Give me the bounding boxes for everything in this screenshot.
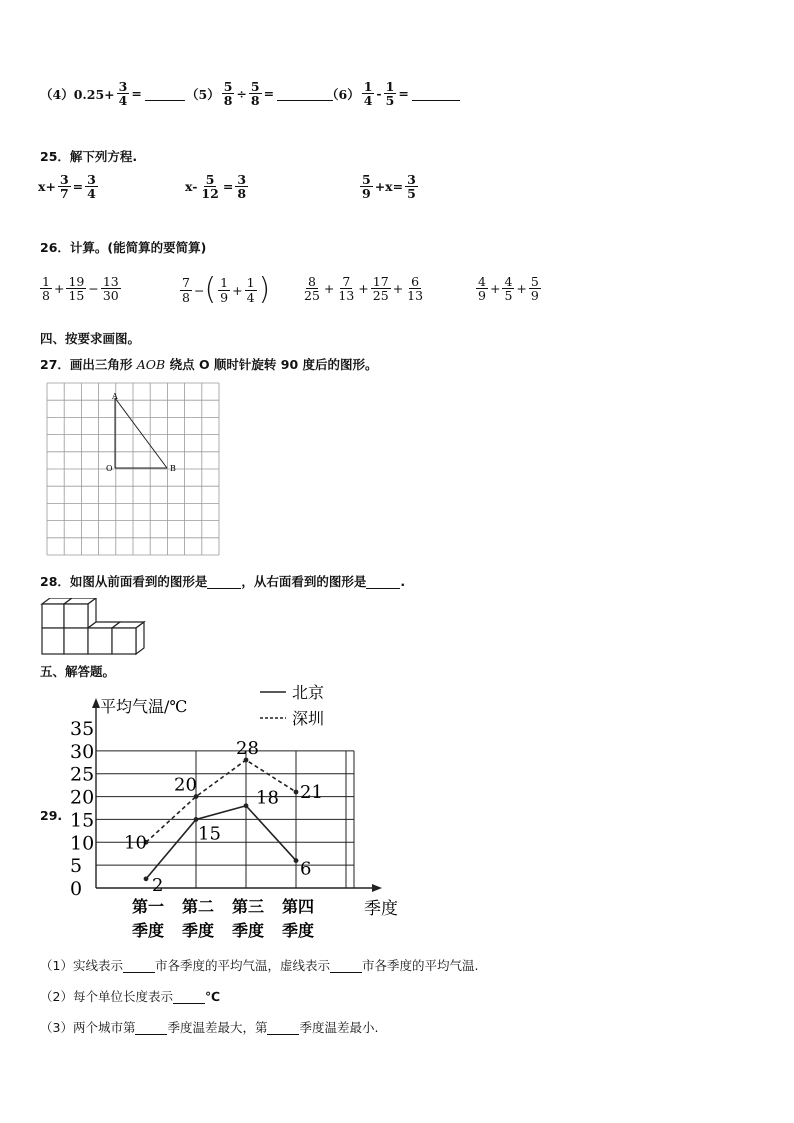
q26-expr3 [300,275,427,302]
fraction: $\frac{5}{9}$ [530,274,539,304]
sub2-text-end: ℃ [204,988,221,1004]
q27-title [40,355,378,373]
fraction: $\frac{3}{4}$ [118,79,128,109]
q29-sub1 [40,956,478,974]
q28-cube-figure [38,598,148,658]
grid-lines [47,383,219,555]
sub1-text-mid: 市各季度的平均气温，虚线表示 [154,958,330,973]
sub3-text-end: 季度温差最小. [299,1020,379,1035]
q26-expr4 [474,275,543,302]
x-axis-arrow [372,884,382,892]
fraction: $\frac{3}{4}$ [87,172,96,202]
y-tick-label: 5 [70,855,83,878]
fraction: $\frac{5}{8}$ [250,79,260,109]
left-paren: ( [204,272,217,307]
right-paren: ) [258,272,271,307]
operator: − [88,281,99,297]
equals: = [131,86,142,102]
data-point [244,803,249,808]
y-tick-label: 30 [70,740,95,763]
fraction: $\frac{6}{13}$ [407,274,424,304]
answer-blank-unit[interactable] [173,989,205,1004]
x-category-label-top: 第一 [132,897,165,916]
q27-triangle-name: AOB [136,357,166,372]
x-category-label-bottom: 季度 [232,921,265,940]
data-point [194,817,199,822]
q24-item5-label: （5） [186,86,220,102]
x-category-label-bottom: 季度 [182,921,215,940]
legend-shenzhen: 深圳 [292,709,325,728]
y-tick-labels [70,718,94,900]
q24-item6 [326,80,460,107]
data-label: 20 [174,774,197,796]
sub3-text-pre: （3）两个城市第 [40,1020,136,1035]
operator: + [358,281,369,297]
data-label: 10 [124,832,147,854]
fraction: $\frac{5}{8}$ [223,79,233,109]
equals: = [398,86,409,102]
q25-eq1 [38,173,100,200]
answer-blank-max[interactable] [135,1020,167,1035]
y-tick-label: 10 [70,832,95,855]
answer-blank-min[interactable] [267,1020,299,1035]
operator: + [392,281,404,297]
data-point [294,858,299,863]
fraction: $\frac{19}{15}$ [68,274,85,304]
q24-item6-label: （6） [326,86,360,102]
operator: − [193,282,205,298]
fraction: $\frac{1}{4}$ [246,275,255,305]
q24-item5 [186,80,333,107]
q25-title: 25．解下列方程. [40,149,138,164]
y-tick-label: 25 [70,763,95,786]
answer-blank[interactable] [412,86,460,101]
answer-blank-solid-city[interactable] [123,958,155,973]
fraction: $\frac{5}{12}$ [201,172,219,202]
segment-ab [115,398,167,468]
fraction: $\frac{1}{4}$ [363,79,373,109]
operator: + [232,282,243,298]
fraction: $\frac{3}{8}$ [237,172,247,202]
legend-beijing: 北京 [292,683,325,702]
q29-sub3 [40,1018,378,1036]
fraction: $\frac{17}{25}$ [372,274,389,304]
section-4-heading: 四、按要求画图。 [40,331,141,346]
q24-item4-label: （4）0.25+ [40,86,115,102]
point-o-label: O [106,464,113,473]
q28-text-mid: ，从右面看到的图形是 [241,574,367,589]
data-label: 18 [256,787,279,809]
y-axis-arrow [92,698,100,708]
q29-sub2 [40,987,220,1005]
equals: = [72,179,84,195]
data-point [144,876,149,881]
answer-blank-front[interactable] [207,574,241,589]
operator: + [323,281,335,297]
q26-expr1 [38,275,123,302]
fraction: $\frac{5}{9}$ [362,172,371,202]
sub3-text-mid: 季度温差最大，第 [167,1020,268,1035]
q25-eq3 [358,173,420,200]
y-tick-label: 20 [70,786,95,809]
q24-item4 [40,80,185,107]
fraction: $\frac{4}{9}$ [478,274,486,304]
y-axis-title: 平均气温/℃ [100,697,188,716]
q27-grid-figure [46,382,220,556]
fraction: $\frac{3}{7}$ [59,172,69,202]
x-category-labels [132,897,314,940]
x-category-label-top: 第四 [282,897,315,916]
eq-prefix: x+ [38,179,56,195]
data-label: 6 [300,858,312,880]
data-label: 28 [236,738,259,759]
answer-blank-dashed-city[interactable] [330,958,362,973]
y-tick-label: 15 [70,809,95,832]
operator: + [489,281,501,297]
q28-question [40,572,405,590]
y-tick-label: 0 [70,878,83,900]
q27-title-rest: 绕点 O 顺时针旋转 90 度后的图形。 [169,357,378,372]
equals: = [222,179,234,195]
series-lines [124,738,323,896]
data-label: 2 [152,874,164,896]
q26-expr2 [178,272,271,307]
sub1-text-end: 市各季度的平均气温. [361,958,479,973]
fraction: $\frac{4}{5}$ [504,274,513,304]
x-category-label-bottom: 季度 [132,921,165,940]
fraction: $\frac{1}{5}$ [385,79,395,109]
data-label: 15 [198,823,221,845]
x-category-label-bottom: 季度 [282,921,315,940]
x-category-label-top: 第三 [232,897,265,916]
q25-eq2 [185,173,250,200]
data-label: 21 [300,782,323,803]
point-a-label: A [112,392,118,401]
q28-text-pre: 28．如图从前面看到的图形是 [40,574,208,589]
q28-text-end: . [400,573,406,589]
y-tick-label: 35 [70,718,95,740]
q27-title-text: 27．画出三角形 [40,357,133,372]
eq-mid: +x= [374,179,404,195]
sub1-text-pre: （1）实线表示 [40,958,123,973]
fraction: $\frac{3}{5}$ [407,172,416,202]
x-category-label-top: 第二 [182,897,215,916]
answer-blank[interactable] [277,86,333,101]
answer-blank-right[interactable] [366,574,400,589]
q29-temperature-chart [60,680,405,948]
operator: - [376,86,382,102]
eq-prefix: x- [185,179,198,195]
equals: = [263,86,275,102]
chart-grid [96,751,354,888]
cube-drawing [42,598,144,654]
fraction: $\frac{1}{8}$ [42,274,50,304]
fraction: $\frac{7}{13}$ [338,274,355,304]
q26-title: 26．计算。(能简算的要简算) [40,240,207,255]
section-5-heading: 五、解答题。 [40,664,116,679]
operator: + [53,281,65,297]
fraction: $\frac{7}{8}$ [182,275,190,305]
fraction: $\frac{1}{9}$ [220,275,229,305]
operator: + [516,281,527,297]
sub2-text-pre: （2）每个单位长度表示 [40,989,173,1004]
operator: ÷ [236,86,247,102]
x-axis-title: 季度 [364,899,398,919]
fraction: $\frac{8}{25}$ [304,274,320,304]
point-b-label: B [170,464,176,473]
fraction: $\frac{13}{30}$ [102,274,119,304]
data-point [294,790,299,795]
answer-blank[interactable] [145,86,185,101]
q29-number: 29. [40,808,63,823]
